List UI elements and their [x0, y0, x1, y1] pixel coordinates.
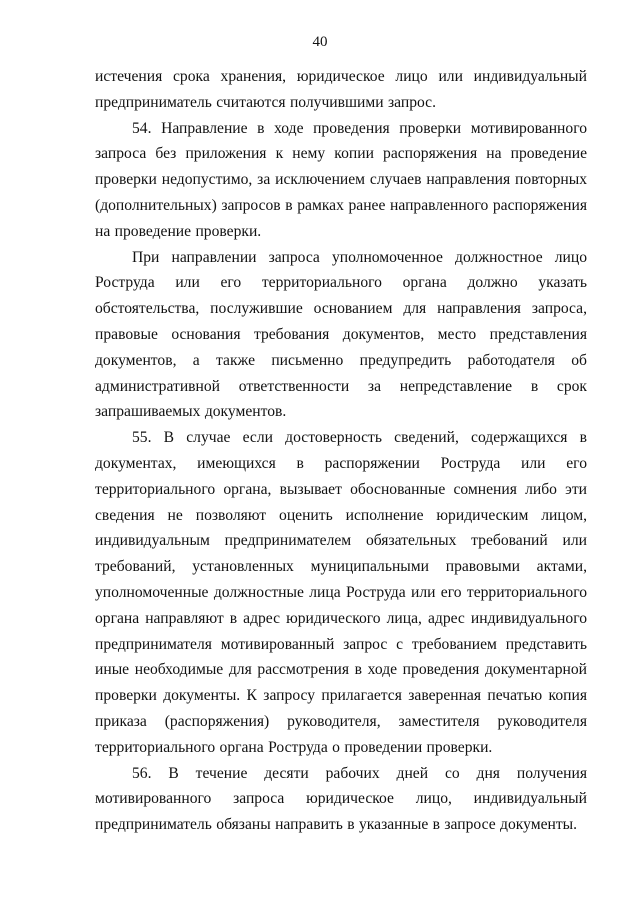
paragraph-54: 54. Направление в ходе проведения проверки мотивированного запроса без приложения к нему копии распоряжения на проведение проверки недопустимо, за исключением случаев направления повторных (дополнительных) запросов в рамках ранее направленного распоряжения на проведение проверки. — [95, 119, 587, 240]
page-number: 40 — [312, 34, 328, 50]
document-body — [95, 64, 587, 838]
paragraph-55: 55. В случае если достоверность сведений, содержащихся в документах, имеющихся в распоряжении Роструда или его территориального органа, вызывает обоснованные сомнения либо эти сведения не позволяют оценить исполнение юридическим лицом, индивидуальным предпринимателем обязательных требований или требований, установленных муниципальными правовыми актами, уполномоченные должностные лица Роструда или его территориального органа направляют в адрес юридического лица, адрес индивидуального предпринимателя мотивированный запрос с требованием представить иные необходимые для рассмотрения в ходе проведения документарной проверки документы. К запросу прилагается заверенная печатью копия приказа (распоряжения) руководителя, заместителя руководителя территориального органа Роструда о проведении проверки. — [95, 429, 587, 756]
paragraph-request-requirements: При направлении запроса уполномоченное должностное лицо Роструда или его территориального органа должно указать обстоятельства, послужившие основанием для направления запроса, правовые основания требования документов, место представления документов, а также письменно предупредить работодателя об административной ответственности за непредставление в срок запрашиваемых документов. — [95, 248, 587, 421]
paragraph-56: 56. В течение десяти рабочих дней со дня получения мотивированного запроса юридическое лицо, индивидуальный предприниматель обязаны направить в указанные в запросе документы. — [95, 764, 587, 834]
paragraph-continuation: истечения срока хранения, юридическое лицо или индивидуальный предприниматель считаются получившими запрос. — [95, 68, 587, 111]
